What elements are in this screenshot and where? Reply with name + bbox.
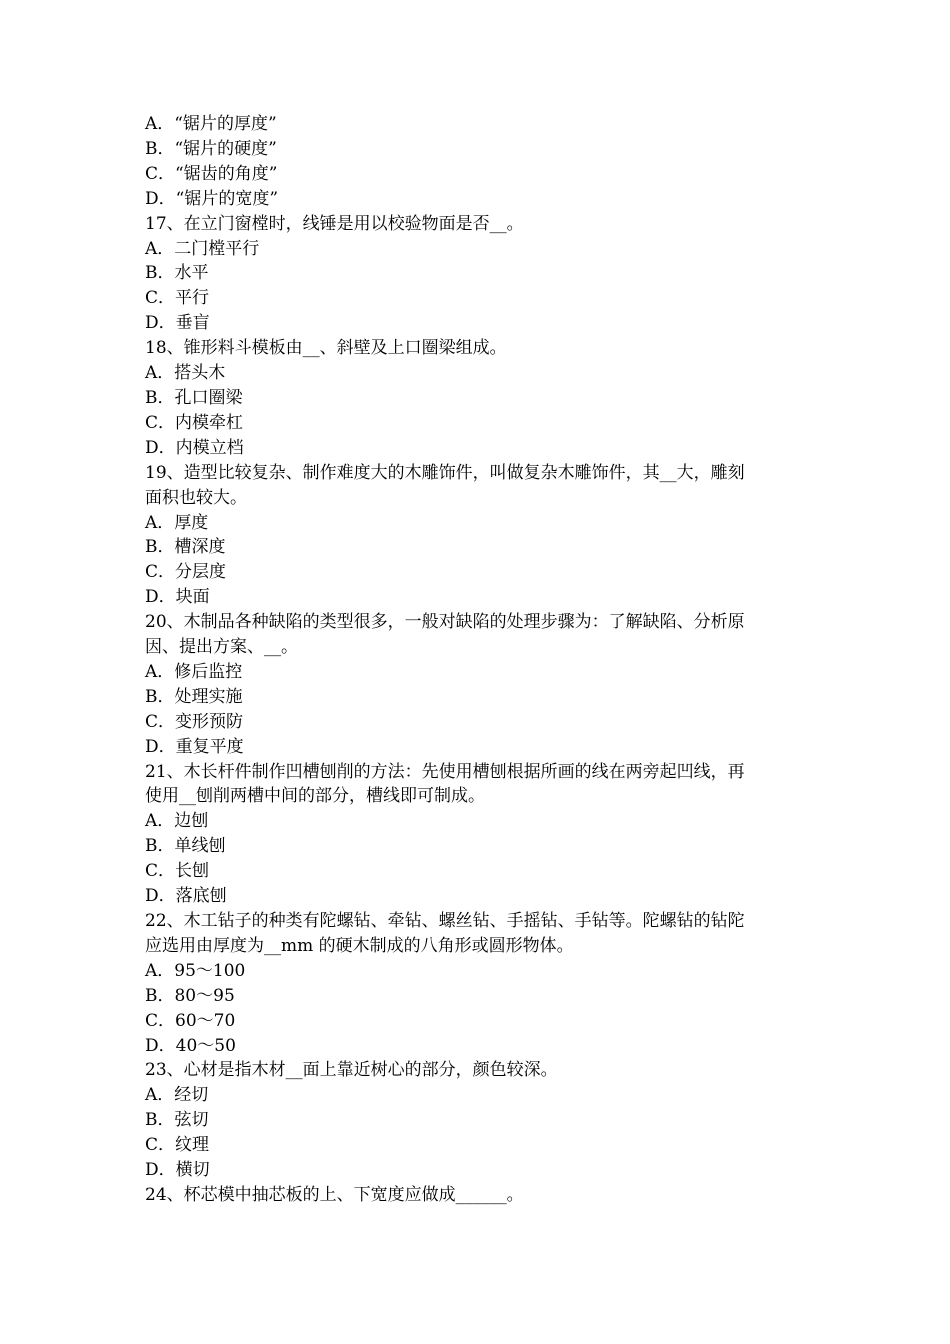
document-body	[145, 112, 810, 1208]
question-text: 22、木工钻子的种类有陀螺钻、牵钻、螺丝钻、手摇钻、手钻等。陀螺钻的钻陀	[145, 911, 745, 931]
answer-option: D．重复平度	[145, 736, 244, 757]
answer-option: C．分层度	[145, 562, 227, 583]
answer-option: D．垂盲	[145, 313, 210, 334]
answer-option: A．搭头木	[145, 363, 226, 384]
answer-option: D．横切	[145, 1160, 210, 1181]
answer-option: C．“锯齿的角度”	[145, 163, 278, 184]
answer-option: B．处理实施	[145, 686, 243, 707]
question-text: 因、提出方案、__。	[145, 637, 298, 658]
answer-option: B．“锯片的硬度”	[145, 138, 277, 159]
answer-option: C．变形预防	[145, 711, 244, 732]
question-text: 19、造型比较复杂、制作难度大的木雕饰件，叫做复杂木雕饰件，其__大，雕刻	[145, 462, 745, 483]
question-text: 23、心材是指木材__面上靠近树心的部分，颜色较深。	[145, 1060, 558, 1081]
answer-option: B．弦切	[145, 1110, 209, 1131]
answer-option: D．落底刨	[145, 886, 227, 907]
question-text: 20、木制品各种缺陷的类型很多，一般对缺陷的处理步骤为：了解缺陷、分析原	[145, 612, 745, 633]
answer-option: C．平行	[145, 288, 210, 309]
answer-option: A．修后监控	[145, 661, 243, 682]
answer-option: D．40～50	[145, 1035, 236, 1056]
answer-option: A．95～100	[145, 960, 246, 981]
question-text: 18、锥形料斗模板由__、斜壁及上口圈梁组成。	[145, 338, 507, 359]
answer-option: B．孔口圈梁	[145, 387, 243, 408]
answer-option: B．水平	[145, 263, 209, 284]
answer-option: A．边刨	[145, 811, 209, 832]
question-text: 24、杯芯模中抽芯板的上、下宽度应做成______。	[145, 1184, 524, 1205]
question-text: 使用__刨削两槽中间的部分，槽线即可制成。	[145, 786, 485, 807]
answer-option: B．单线刨	[145, 836, 226, 857]
answer-option: A．厚度	[145, 512, 209, 533]
answer-option: D．块面	[145, 587, 210, 608]
question-text: 应选用由厚度为__mm 的硬木制成的八角形或圆形物体。	[145, 935, 574, 956]
answer-option: A．“锯片的厚度”	[145, 114, 277, 134]
answer-option: B．80～95	[145, 985, 235, 1006]
answer-option: B．槽深度	[145, 537, 226, 558]
answer-option: A．经切	[145, 1085, 209, 1106]
question-text: 17、在立门窗樘时，线锤是用以校验物面是否__。	[145, 213, 524, 234]
answer-option: D．内模立档	[145, 437, 244, 458]
question-text: 21、木长杆件制作凹槽刨削的方法：先使用槽刨根据所画的线在两旁起凹线，再	[145, 761, 745, 782]
answer-option: C．长刨	[145, 861, 210, 882]
answer-option: C．内模牵杠	[145, 412, 244, 433]
answer-option: C．60～70	[145, 1010, 236, 1031]
question-text: 面积也较大。	[145, 487, 247, 508]
answer-option: C．纹理	[145, 1135, 210, 1156]
answer-option: A．二门樘平行	[145, 238, 260, 259]
answer-option: D．“锯片的宽度”	[145, 188, 279, 209]
